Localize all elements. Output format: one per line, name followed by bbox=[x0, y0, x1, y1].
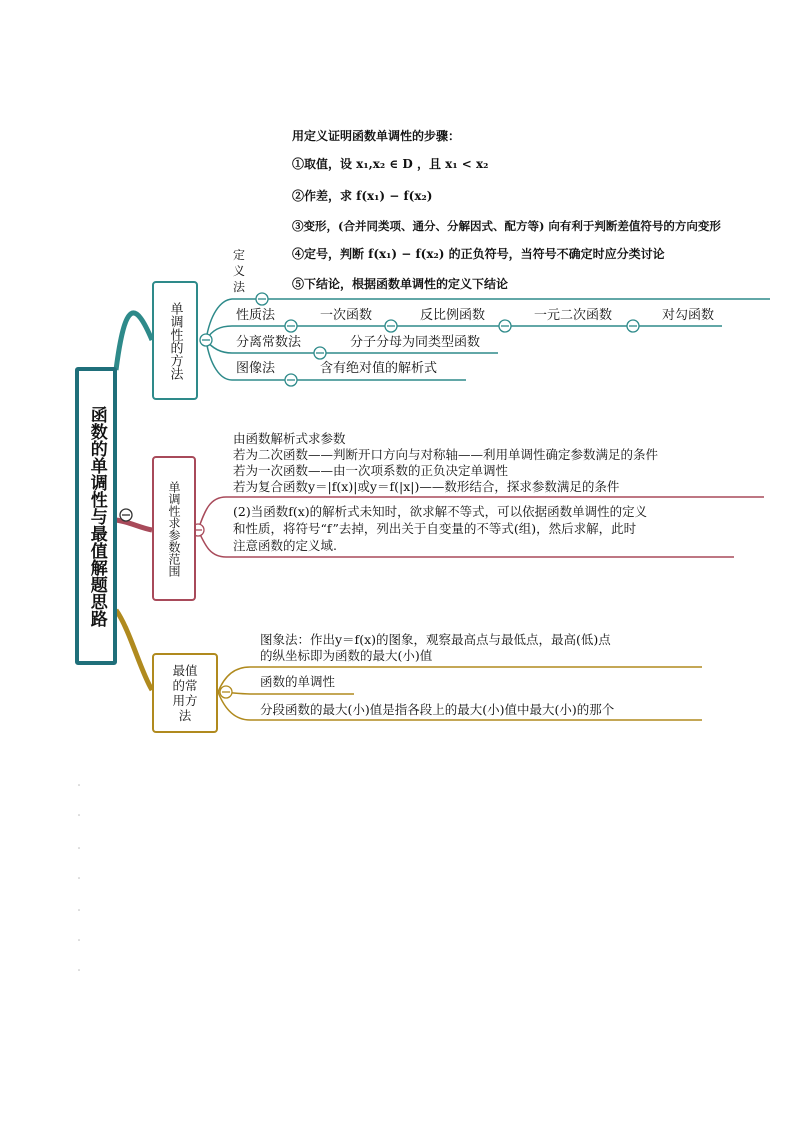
known-line-1: 由函数解析式求参数 bbox=[233, 431, 346, 446]
branch2-title: 单调性求参数范围 bbox=[167, 480, 181, 577]
root-node[interactable] bbox=[75, 367, 117, 665]
connector-b1-graph bbox=[206, 340, 232, 380]
b3-monotone: 函数的单调性 bbox=[260, 674, 336, 689]
graph-method-label: 图像法 bbox=[236, 361, 276, 376]
root-title: 函数的单调性与最值解题思路 bbox=[86, 405, 107, 627]
b3-graph-line-2: 的纵坐标即为函数的最大(小)值 bbox=[260, 648, 433, 663]
collapse-separate-icon bbox=[314, 347, 326, 359]
separate-item: 分子分母为同类型函数 bbox=[350, 335, 481, 350]
property-item-inverse: 反比例函数 bbox=[420, 308, 486, 323]
def-header: 用定义证明函数单调性的步骤： bbox=[292, 129, 461, 143]
unknown-line-1: (2)当函数f(x)的解析式未知时，欲求解不等式，可以依据函数单调性的定义 bbox=[233, 504, 648, 519]
known-line-4: 若为复合函数y＝|f(x)|或y＝f(|x|)——数形结合，探求参数满足的条件 bbox=[233, 479, 620, 494]
branch3-node[interactable] bbox=[152, 653, 218, 733]
connector-root-branch3 bbox=[116, 610, 152, 690]
collapse-quadratic-icon bbox=[627, 320, 639, 332]
graph-item: 含有绝对值的解析式 bbox=[320, 361, 438, 376]
collapse-root-icon bbox=[120, 509, 132, 521]
branch3-title: 最值的常用方法 bbox=[172, 663, 198, 723]
collapse-b3-icon bbox=[220, 686, 232, 698]
property-method-label: 性质法 bbox=[236, 308, 276, 323]
known-line-2: 若为二次函数——判断开口方向与对称轴——利用单调性确定参数满足的条件 bbox=[233, 447, 659, 462]
b3-graph-line-1: 图象法：作出y＝f(x)的图象，观察最高点与最低点，最高(低)点 bbox=[260, 632, 611, 647]
collapse-def-icon bbox=[256, 293, 268, 305]
branch1-node[interactable] bbox=[152, 281, 198, 400]
branch1-title: 单调性的方法 bbox=[167, 301, 183, 380]
unknown-line-3: 注意函数的定义域. bbox=[233, 538, 337, 553]
connector-root-branch1 bbox=[116, 313, 152, 370]
collapse-linear-icon bbox=[385, 320, 397, 332]
known-line-3: 若为一次函数——由一次项系数的正负决定单调性 bbox=[233, 463, 509, 478]
connector-root-branch2 bbox=[116, 520, 152, 530]
property-item-hook: 对勾函数 bbox=[662, 308, 715, 323]
def-step-3: ③变形，(合并同类项、通分、分解因式、配方等) 向有利于判断差值符号的方向变形 bbox=[292, 219, 721, 233]
unknown-line-2: 和性质，将符号“f”去掉，列出关于自变量的不等式(组)，然后求解，此时 bbox=[233, 521, 637, 536]
def-step-1: ①取值，设 x₁,x₂ ∈ D ，且 x₁ < x₂ bbox=[292, 157, 489, 171]
property-item-linear: 一次函数 bbox=[320, 308, 373, 323]
connector-b3-monotone bbox=[218, 692, 354, 694]
def-method-label: 定义法 bbox=[233, 248, 246, 294]
def-step-5: ⑤下结论，根据函数单调性的定义下结论 bbox=[292, 277, 509, 291]
b3-piecewise: 分段函数的最大(小)值是指各段上的最大(小)值中最大(小)的那个 bbox=[260, 702, 615, 717]
def-step-2: ②作差，求 f(x₁) − f(x₂) bbox=[292, 189, 433, 203]
property-item-quadratic: 一元二次函数 bbox=[534, 308, 613, 323]
branch2-node[interactable] bbox=[152, 456, 196, 601]
separate-method-label: 分离常数法 bbox=[236, 335, 302, 350]
collapse-property-icon bbox=[285, 320, 297, 332]
collapse-graph-icon bbox=[285, 374, 297, 386]
def-step-4: ④定号，判断 f(x₁) − f(x₂) 的正负符号，当符号不确定时应分类讨论 bbox=[292, 247, 665, 261]
collapse-inverse-icon bbox=[499, 320, 511, 332]
collapse-b1-icon bbox=[200, 334, 212, 346]
